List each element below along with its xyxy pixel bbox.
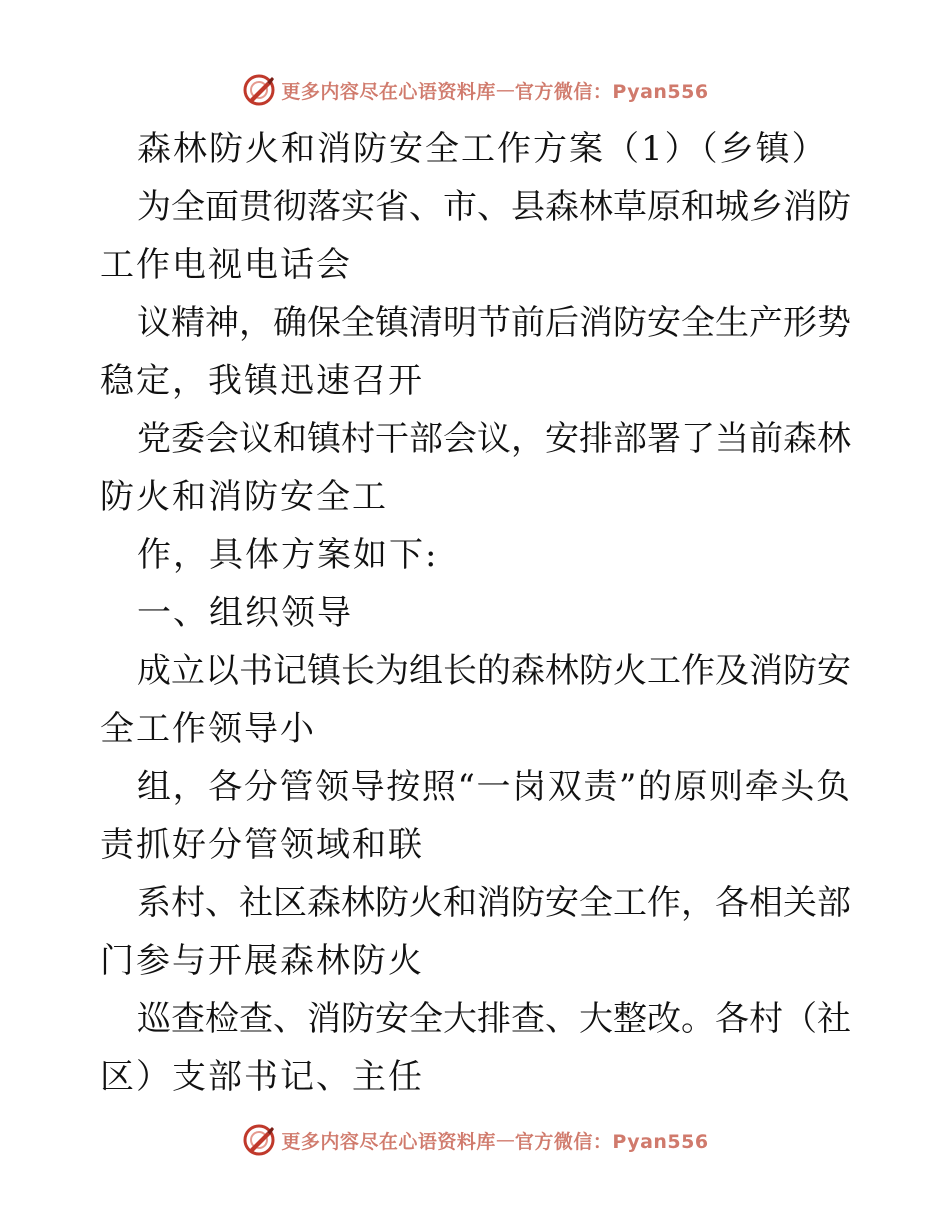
paragraph-line: 系村、社区森林防火和消防安全工作，各相关部 [137, 883, 851, 923]
document-lines [100, 178, 860, 1106]
watermark-suffix: 官方微信：Pyan556 [514, 80, 709, 103]
watermark-header [0, 70, 950, 110]
paragraph-line: 一、组织领导 [137, 593, 353, 633]
watermark-text: 更多内容尽在心语资料库 [281, 80, 496, 103]
paragraph-line: 作，具体方案如下: [137, 535, 439, 575]
watermark-footer [0, 1120, 950, 1160]
paragraph-line: 为全面贯彻落实省、市、县森林草原和城乡消防 [137, 187, 851, 227]
paragraph-line: 全工作领导小 [100, 709, 316, 749]
watermark-separator: — [495, 1129, 515, 1151]
paragraph-line: 成立以书记镇长为组长的森林防火工作及消防安 [137, 651, 851, 691]
watermark-logo-icon [241, 72, 277, 108]
paragraph-line: 防火和消防安全工 [100, 477, 388, 517]
paragraph-line: 组，各分管领导按照“一岗双责”的原则牵头负 [137, 767, 850, 807]
paragraph-line: 议精神，确保全镇清明节前后消防安全生产形势 [137, 303, 851, 343]
watermark-suffix: 官方微信：Pyan556 [514, 1130, 709, 1153]
watermark-text: 更多内容尽在心语资料库 [281, 1130, 496, 1153]
document-body [100, 120, 860, 1106]
watermark-separator: — [495, 79, 515, 101]
paragraph-line: 稳定，我镇迅速召开 [100, 361, 424, 401]
paragraph-line: 责抓好分管领域和联 [100, 825, 424, 865]
paragraph-line: 巡查检查、消防安全大排查、大整改。各村（社 [137, 999, 851, 1039]
paragraph-line: 区）支部书记、主任 [100, 1057, 424, 1097]
watermark-logo-icon [241, 1122, 277, 1158]
paragraph-line: 党委会议和镇村干部会议，安排部署了当前森林 [137, 419, 851, 459]
document-title: 森林防火和消防安全工作方案（1）（乡镇） [137, 129, 828, 169]
paragraph-line: 工作电视电话会 [100, 245, 352, 285]
paragraph-line: 门参与开展森林防火 [100, 941, 424, 981]
